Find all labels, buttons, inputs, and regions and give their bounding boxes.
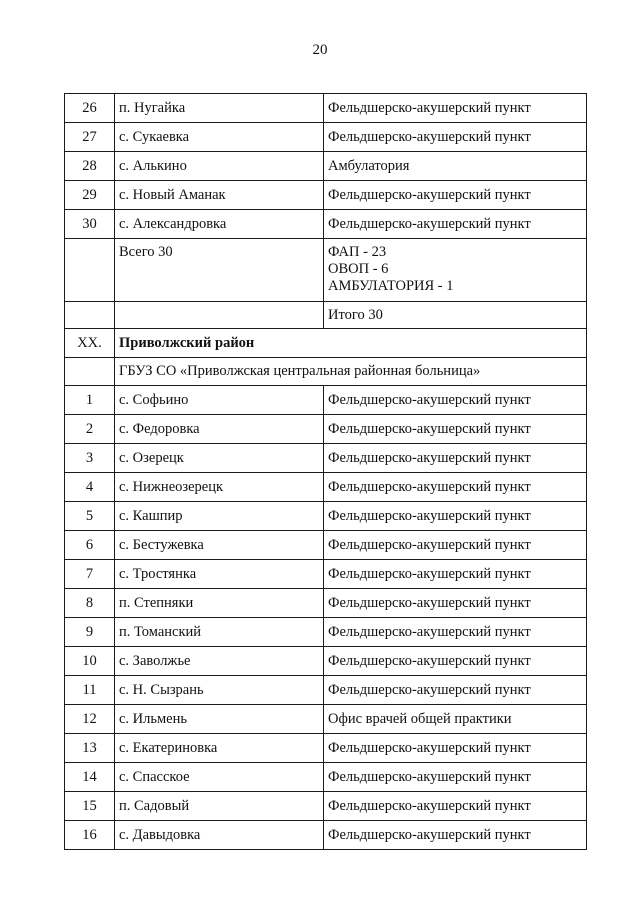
locality-cell: с. Н. Сызрань — [115, 676, 324, 705]
row-number: 26 — [65, 94, 115, 123]
table-row — [65, 589, 587, 618]
total-label: Всего 30 — [115, 239, 324, 302]
locality-cell: с. Тростянка — [115, 560, 324, 589]
row-number: 12 — [65, 705, 115, 734]
breakdown-fap: ФАП - 23 — [328, 244, 387, 260]
facility-type-cell: Фельдшерско-акушерский пункт — [324, 210, 587, 239]
facility-type-cell: Офис врачей общей практики — [324, 705, 587, 734]
locality-cell: п. Нугайка — [115, 94, 324, 123]
locality-cell: с. Софьино — [115, 386, 324, 415]
row-number: 16 — [65, 821, 115, 850]
facility-type-cell: Фельдшерско-акушерский пункт — [324, 676, 587, 705]
locality-cell: с. Бестужевка — [115, 531, 324, 560]
page-number: 20 — [312, 42, 328, 58]
facility-type-cell: Фельдшерско-акушерский пункт — [324, 821, 587, 850]
row-number: 30 — [65, 210, 115, 239]
facility-type-cell: Фельдшерско-акушерский пункт — [324, 531, 587, 560]
table-row — [65, 152, 587, 181]
breakdown-ambulatory: АМБУЛАТОРИЯ - 1 — [328, 278, 454, 294]
district-name: Приволжский район — [115, 329, 587, 358]
table-row — [65, 386, 587, 415]
table-row — [65, 210, 587, 239]
locality-cell: п. Томанский — [115, 618, 324, 647]
table-row — [65, 618, 587, 647]
row-number: 3 — [65, 444, 115, 473]
table-row — [65, 647, 587, 676]
locality-cell: с. Алькино — [115, 152, 324, 181]
facility-type-cell: Фельдшерско-акушерский пункт — [324, 415, 587, 444]
table-row — [65, 531, 587, 560]
facility-type-cell: Фельдшерско-акушерский пункт — [324, 181, 587, 210]
facility-type-cell: Амбулатория — [324, 152, 587, 181]
locality-cell: с. Озерецк — [115, 444, 324, 473]
table-row — [65, 181, 587, 210]
row-number: 10 — [65, 647, 115, 676]
row-number: 7 — [65, 560, 115, 589]
facility-type-cell: Фельдшерско-акушерский пункт — [324, 618, 587, 647]
facility-type-cell: Фельдшерско-акушерский пункт — [324, 123, 587, 152]
locality-cell: с. Федоровка — [115, 415, 324, 444]
table-row — [65, 94, 587, 123]
locality-cell: п. Садовый — [115, 792, 324, 821]
empty-cell — [65, 239, 115, 302]
table-row — [65, 734, 587, 763]
row-number: 9 — [65, 618, 115, 647]
row-number: 8 — [65, 589, 115, 618]
total-row — [65, 239, 587, 302]
table-row — [65, 763, 587, 792]
locality-cell: с. Кашпир — [115, 502, 324, 531]
breakdown-ovop: ОВОП - 6 — [328, 261, 389, 277]
row-number: 2 — [65, 415, 115, 444]
empty-cell — [65, 358, 115, 386]
facility-type-cell: Фельдшерско-акушерский пункт — [324, 734, 587, 763]
row-number: 28 — [65, 152, 115, 181]
grand-total-row — [65, 302, 587, 329]
row-number: 27 — [65, 123, 115, 152]
locality-cell: с. Ильмень — [115, 705, 324, 734]
locality-cell: с. Спасское — [115, 763, 324, 792]
table-row — [65, 560, 587, 589]
table-row — [65, 444, 587, 473]
row-number: 15 — [65, 792, 115, 821]
table-row — [65, 415, 587, 444]
facility-type-cell: Фельдшерско-акушерский пункт — [324, 94, 587, 123]
table-row — [65, 792, 587, 821]
district-number: XX. — [65, 329, 115, 358]
facility-type-cell: Фельдшерско-акушерский пункт — [324, 473, 587, 502]
table-row — [65, 676, 587, 705]
facility-type-cell: Фельдшерско-акушерский пункт — [324, 647, 587, 676]
locality-cell: с. Сукаевка — [115, 123, 324, 152]
table-row — [65, 705, 587, 734]
facility-type-cell: Фельдшерско-акушерский пункт — [324, 444, 587, 473]
locality-cell: с. Давыдовка — [115, 821, 324, 850]
table-row — [65, 123, 587, 152]
row-number: 1 — [65, 386, 115, 415]
facility-type-cell: Фельдшерско-акушерский пункт — [324, 502, 587, 531]
empty-cell — [65, 302, 115, 329]
hospital-row — [65, 358, 587, 386]
facility-type-cell: Фельдшерско-акушерский пункт — [324, 792, 587, 821]
row-number: 6 — [65, 531, 115, 560]
locality-cell: с. Новый Аманак — [115, 181, 324, 210]
row-number: 11 — [65, 676, 115, 705]
grand-total: Итого 30 — [324, 302, 587, 329]
row-number: 29 — [65, 181, 115, 210]
facility-type-cell: Фельдшерско-акушерский пункт — [324, 386, 587, 415]
hospital-name: ГБУЗ СО «Приволжская центральная районная больница» — [115, 358, 587, 386]
locality-cell: с. Заволжье — [115, 647, 324, 676]
locality-cell: с. Александровка — [115, 210, 324, 239]
facility-table — [64, 93, 587, 850]
row-number: 13 — [65, 734, 115, 763]
row-number: 4 — [65, 473, 115, 502]
district-header-row — [65, 329, 587, 358]
locality-cell: с. Нижнеозерецк — [115, 473, 324, 502]
total-breakdown — [324, 239, 587, 302]
facility-type-cell: Фельдшерско-акушерский пункт — [324, 589, 587, 618]
table-row — [65, 502, 587, 531]
table-row — [65, 821, 587, 850]
empty-cell — [115, 302, 324, 329]
facility-type-cell: Фельдшерско-акушерский пункт — [324, 560, 587, 589]
row-number: 5 — [65, 502, 115, 531]
locality-cell: с. Екатериновка — [115, 734, 324, 763]
table-row — [65, 473, 587, 502]
facility-type-cell: Фельдшерско-акушерский пункт — [324, 763, 587, 792]
row-number: 14 — [65, 763, 115, 792]
locality-cell: п. Степняки — [115, 589, 324, 618]
